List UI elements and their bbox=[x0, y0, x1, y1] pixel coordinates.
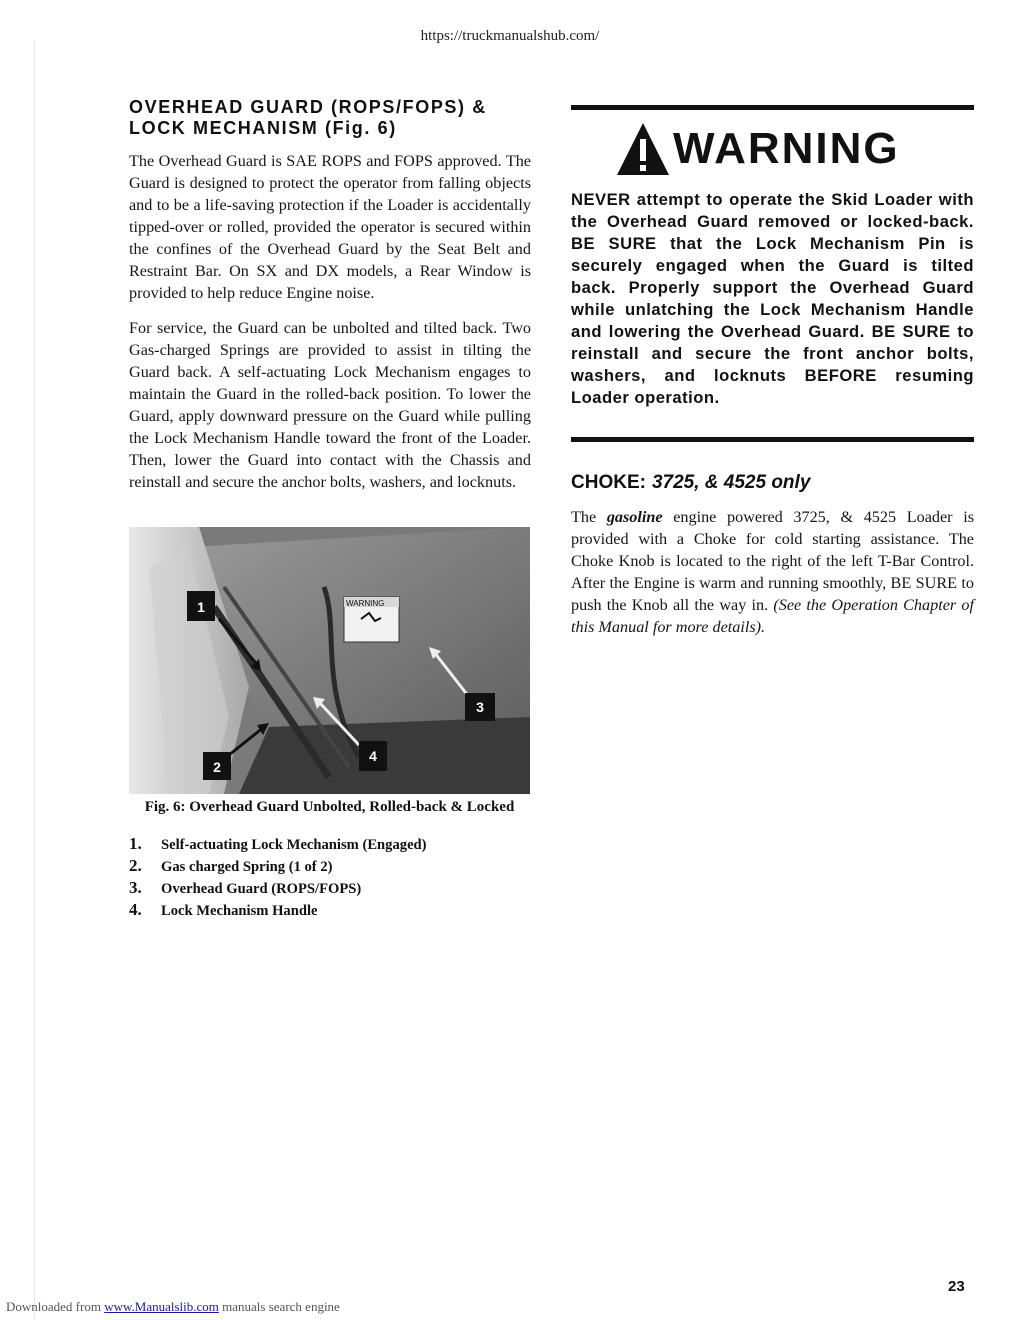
legend-item-label: Lock Mechanism Handle bbox=[161, 903, 318, 919]
overhead-guard-photo bbox=[129, 527, 530, 794]
figure-6-photo bbox=[129, 527, 530, 794]
figure-legend bbox=[129, 834, 427, 922]
choke-gasoline-emphasis: gasoline bbox=[606, 508, 663, 526]
section-title-line2: LOCK MECHANISM (Fig. 6) bbox=[129, 118, 397, 138]
overhead-guard-paragraph-1: The Overhead Guard is SAE ROPS and FOPS approved. The Guard is designed to protect the operator from falling objects and to be a life-saving protection if the Loader is accidentally tipped-over or rolled, provided the operator is secured within the confines of the Overhead Guard by the Seat Belt and Restraint Bar. On SX and DX models, a Rear Window is provided to help reduce Engine noise. bbox=[129, 152, 531, 302]
section-title-overhead-guard bbox=[129, 97, 531, 139]
legend-item-number: 2. bbox=[129, 856, 142, 875]
footer-prefix: Downloaded from bbox=[6, 1299, 105, 1314]
footer-suffix: manuals search engine bbox=[218, 1299, 340, 1314]
overhead-guard-paragraph-2: For service, the Guard can be unbolted and tilted back. Two Gas-charged Springs are provided to assist in tilting the Guard back. A self-actuating Lock Mechanism engages to maintain the Guard in the rolled-back position. To lower the Guard, apply downward pressure on the Guard while pulling the Lock Mechanism Handle toward the front of the Loader. Then, lower the Guard into contact with the Chassis and reinstall and secure the anchor bolts, washers, and locknuts. bbox=[129, 319, 531, 491]
footer-manualslib-link[interactable]: www.Manualslib.com bbox=[104, 1299, 219, 1314]
legend-item bbox=[129, 900, 427, 922]
warning-bottom-rule bbox=[571, 437, 974, 442]
legend-item-label: Overhead Guard (ROPS/FOPS) bbox=[161, 881, 362, 897]
choke-text-before: The bbox=[571, 508, 607, 526]
callout-1 bbox=[187, 591, 215, 621]
choke-text-after: engine powered 3725, & 4525 Loader is provided with a Choke for cold starting assistance. The Choke Knob is located to the right of the left T-Bar Control. After the Engine is warm and running smoothly, BE SURE to push the Knob all the way in. bbox=[571, 508, 974, 614]
source-url: https://truckmanualshub.com/ bbox=[420, 28, 600, 44]
legend-item bbox=[129, 834, 427, 856]
download-footer bbox=[6, 1299, 340, 1315]
callout-4 bbox=[359, 741, 387, 771]
callout-4-label: 4 bbox=[369, 748, 377, 764]
legend-item-label: Gas charged Spring (1 of 2) bbox=[161, 859, 333, 875]
sticker-warning-label: WARNING bbox=[346, 599, 385, 608]
callout-2 bbox=[203, 752, 231, 780]
warning-title: WARNING bbox=[673, 124, 900, 173]
callout-3 bbox=[465, 693, 495, 721]
legend-item-number: 1. bbox=[129, 834, 142, 853]
warning-header bbox=[615, 118, 900, 180]
choke-models: 3725, & 4525 only bbox=[651, 472, 811, 493]
warning-text: NEVER attempt to operate the Skid Loader with the Overhead Guard removed or locked-back. BE SURE that the Lock Mechanism Pin is securely engaged when the Guard is tilted back. Properly support the Overhead Guard while unlatching the Lock Mechanism Handle and lowering the Overhead Guard. BE SURE to reinstall and secure the front anchor bolts, washers, and locknuts BEFORE resuming Loader operation. bbox=[571, 190, 974, 407]
callout-2-label: 2 bbox=[213, 759, 221, 775]
legend-item-label: Self-actuating Lock Mechanism (Engaged) bbox=[161, 837, 427, 853]
callout-1-label: 1 bbox=[197, 599, 205, 615]
legend-item-number: 3. bbox=[129, 878, 142, 897]
legend-item bbox=[129, 878, 427, 900]
choke-paragraph bbox=[571, 506, 974, 638]
choke-heading bbox=[571, 472, 810, 494]
legend-item bbox=[129, 856, 427, 878]
callout-3-label: 3 bbox=[476, 699, 484, 715]
page-number: 23 bbox=[948, 1278, 965, 1295]
section-title-line1: OVERHEAD GUARD (ROPS/FOPS) & bbox=[129, 97, 487, 117]
figure-caption: Fig. 6: Overhead Guard Unbolted, Rolled-back & Locked bbox=[144, 799, 515, 815]
legend-item-number: 4. bbox=[129, 900, 142, 919]
warning-triangle-icon bbox=[615, 121, 671, 177]
choke-note: (See the Operation Chapter of this Manual for more details). bbox=[571, 596, 974, 636]
scan-edge-line bbox=[34, 40, 35, 1320]
choke-title: CHOKE: bbox=[571, 472, 646, 493]
warning-top-rule bbox=[571, 105, 974, 110]
